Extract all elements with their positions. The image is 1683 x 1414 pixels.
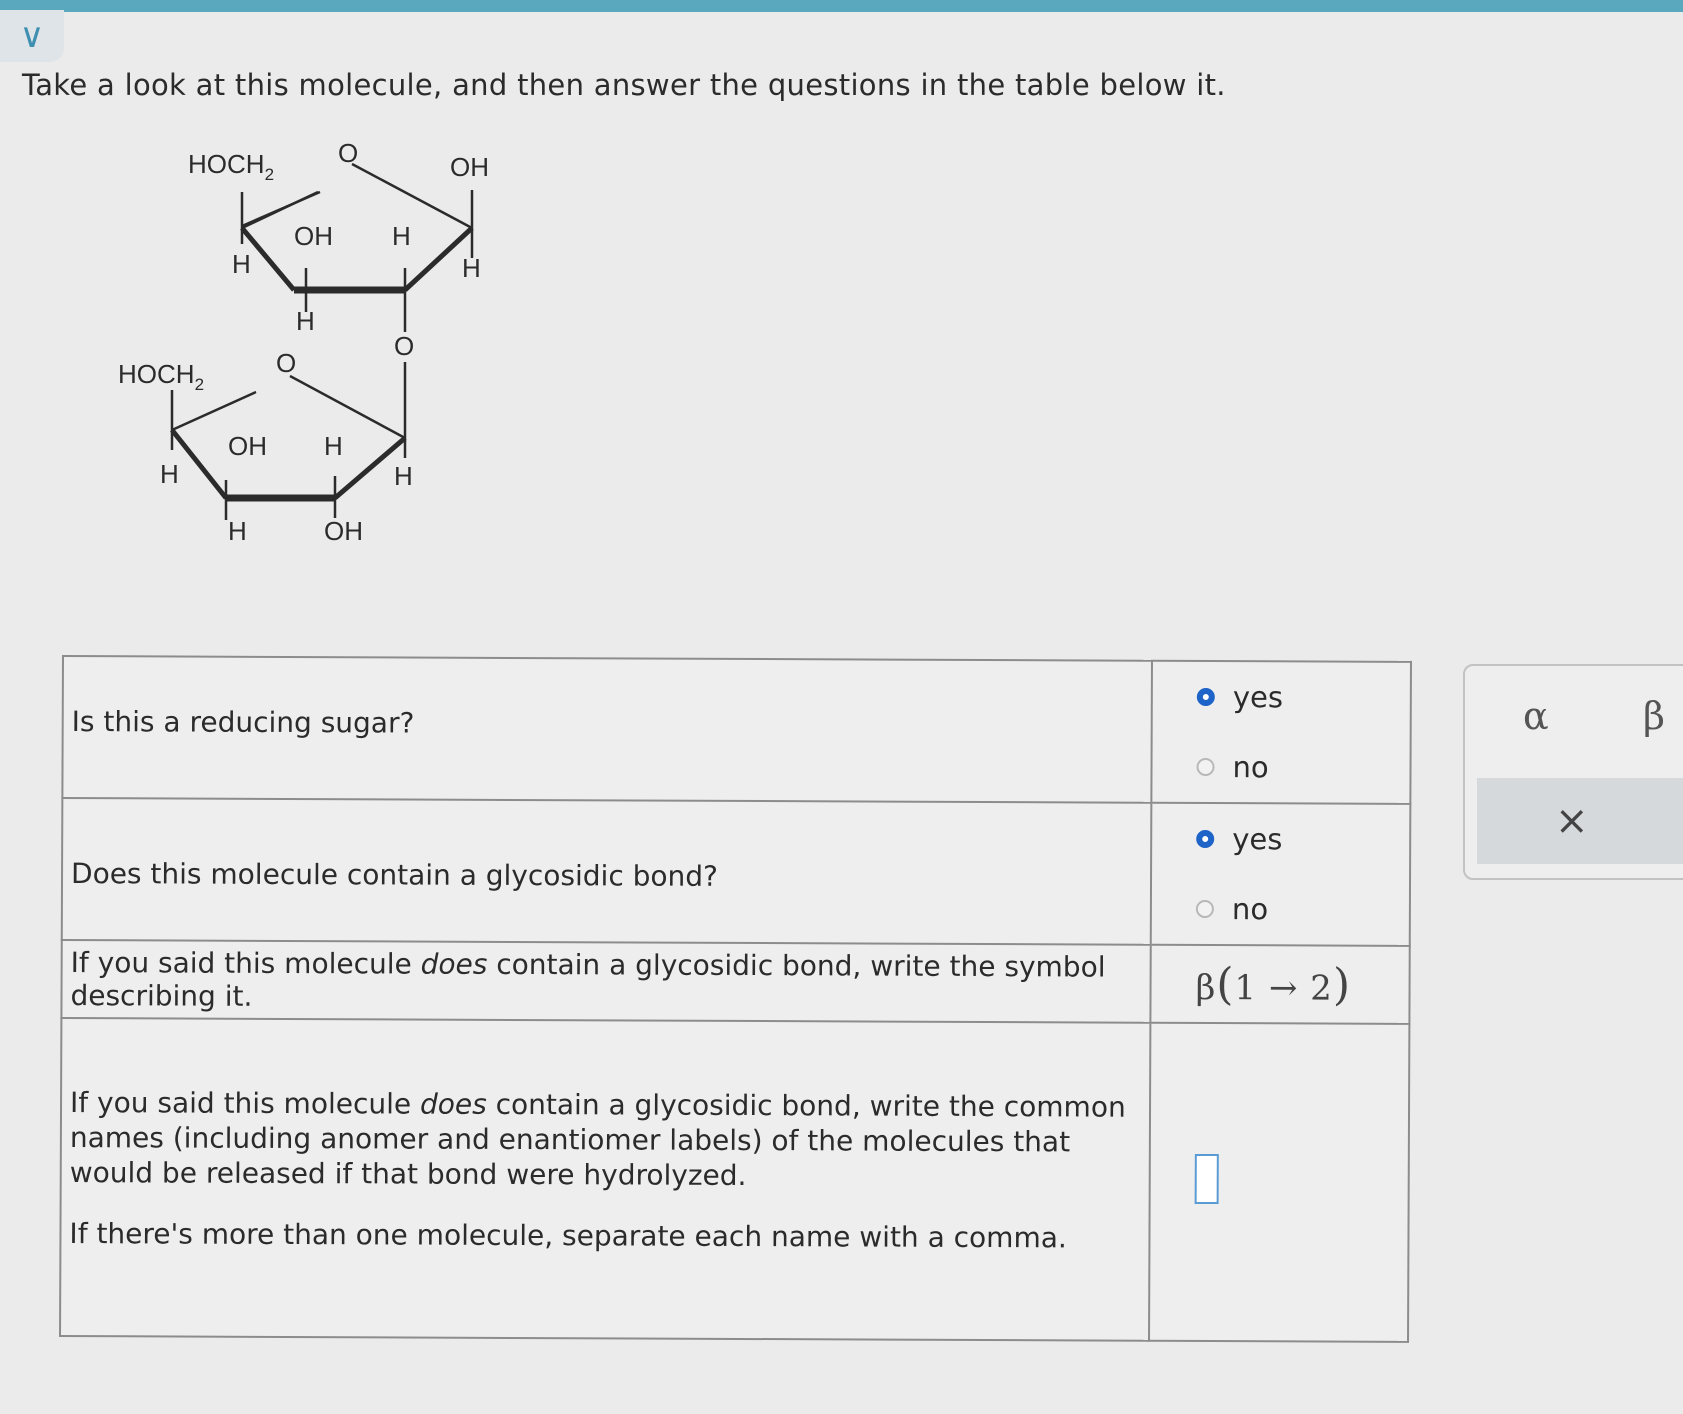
lower-ring-oxygen: O <box>276 348 297 378</box>
bridge-oxygen: O <box>394 331 415 361</box>
anomer-symbol: β <box>1195 967 1217 1008</box>
emphasis-text: does <box>419 1087 487 1121</box>
radio-no[interactable] <box>1196 874 1401 945</box>
answer-glycosidic-bond <box>1151 803 1411 946</box>
clear-button[interactable] <box>1477 778 1683 864</box>
question-note: If there's more than one molecule, separate each name with a comma. <box>69 1217 1067 1255</box>
lower-c4-h-bottom: H <box>228 516 247 546</box>
radio-label: no <box>1231 892 1269 927</box>
lower-c2-h: H <box>394 461 413 491</box>
question-text: contain a glycosidic bond, write the symbol describing it. <box>70 947 1106 1013</box>
open-paren: ( <box>1216 958 1235 1010</box>
radio-no[interactable] <box>1196 732 1401 803</box>
lower-c3-oh-bottom: OH <box>324 516 363 546</box>
question-bond-symbol <box>61 940 1150 1023</box>
bond-to-carbon: 2 <box>1310 967 1333 1009</box>
radio-selected-icon[interactable] <box>1196 830 1214 848</box>
bond-from-carbon: 1 <box>1234 967 1258 1008</box>
question-paragraph <box>70 1085 1142 1195</box>
radio-label: yes <box>1232 680 1284 715</box>
emphasis-text: does <box>420 947 488 981</box>
molecule-structure <box>100 140 520 600</box>
radio-label: yes <box>1232 822 1283 857</box>
radio-selected-icon[interactable] <box>1197 688 1215 706</box>
upper-c3-oh: OH <box>294 221 333 251</box>
upper-c4-h: H <box>232 249 251 279</box>
beta-button[interactable]: β <box>1643 694 1665 738</box>
close-paren: ) <box>1332 959 1352 1011</box>
question-text: If you said this molecule <box>70 946 421 981</box>
upper-anomeric-h: H <box>462 253 481 283</box>
bond-symbol-value[interactable] <box>1195 958 1352 1011</box>
radio-unselected-icon[interactable] <box>1197 758 1215 776</box>
lower-hoch2-label: $HOCH_2$ <box>118 359 205 394</box>
question-text: contain a glycosidic bond, write the common names (including anomer and enantiomer labels) of the molecules that would be released if that bond were hydrolyzed. <box>69 1087 1126 1192</box>
bond-arrow-icon: → <box>1268 967 1299 1008</box>
upper-c3-h-bottom: H <box>296 306 315 336</box>
hydrolysis-answer-input[interactable] <box>1195 1153 1219 1203</box>
lower-c3-h-top: H <box>324 431 343 461</box>
question-table <box>59 655 1412 1343</box>
radio-yes[interactable] <box>1197 662 1402 733</box>
question-intro: Take a look at this molecule, and then answer the questions in the table below it. <box>22 68 1226 102</box>
table-row <box>61 940 1409 1024</box>
bond-symbol-answer[interactable] <box>1150 945 1409 1024</box>
question-glycosidic-bond: Does this molecule contain a glycosidic bond? <box>62 798 1152 945</box>
question-text: If you said this molecule <box>69 1086 421 1121</box>
hydrolysis-answer-cell <box>1149 1023 1409 1342</box>
alpha-button[interactable]: α <box>1523 694 1549 738</box>
question-hydrolysis-products <box>60 1018 1150 1341</box>
collapse-button[interactable] <box>0 10 64 62</box>
upper-c2-h-top: H <box>392 221 411 251</box>
radio-unselected-icon[interactable] <box>1196 900 1214 918</box>
lower-c5-h: H <box>160 459 179 489</box>
upper-anomeric-oh: OH <box>450 152 489 182</box>
lower-c4-oh: OH <box>228 431 267 461</box>
table-row <box>62 656 1411 804</box>
question-reducing-sugar: Is this a reducing sugar? <box>62 656 1152 803</box>
answer-reducing-sugar <box>1151 661 1411 804</box>
top-accent-bar <box>0 0 1683 12</box>
close-icon: × <box>1555 798 1589 844</box>
upper-ring-oxygen: O <box>338 140 359 168</box>
symbol-palette <box>1463 664 1683 880</box>
upper-hoch2-label: $HOCH_2$ <box>188 149 275 184</box>
radio-yes[interactable] <box>1196 804 1401 875</box>
table-row <box>62 798 1411 946</box>
chevron-down-icon: ∨ <box>19 16 45 56</box>
radio-label: no <box>1232 750 1269 785</box>
table-row <box>60 1018 1409 1342</box>
